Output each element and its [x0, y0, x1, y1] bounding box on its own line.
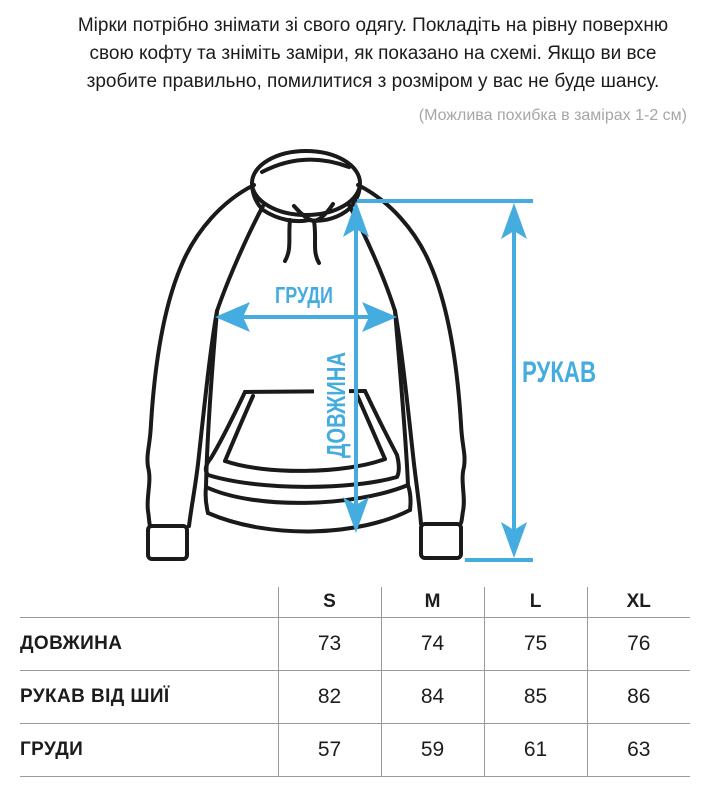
sleeve-measure-arrow: [357, 201, 596, 560]
right-sleeve-outline: [358, 185, 465, 523]
row-label: ДОВЖИНА: [20, 633, 123, 654]
hoodie-drawing: [147, 151, 464, 559]
left-sleeve-outline: [147, 185, 254, 526]
length-label: ДОВЖИНА: [321, 321, 351, 458]
size-column-header: L: [484, 587, 587, 618]
drawstrings: [285, 220, 319, 263]
chest-label: ГРУДИ: [275, 282, 333, 308]
table-cell: 59: [381, 724, 484, 777]
size-column-header: M: [381, 587, 484, 618]
table-cell: 86: [587, 671, 690, 724]
intro-text: [0, 0, 714, 96]
row-label: ГРУДИ: [20, 739, 84, 760]
table-cell: 76: [587, 618, 690, 671]
right-cuff: [421, 524, 461, 558]
intro-line: свою кофту та зніміть заміри, як показано на схемі. Якщо ви все: [89, 43, 657, 64]
size-table-corner-cell: [20, 587, 278, 618]
row-label: РУКАВ ВІД ШИЇ: [20, 686, 170, 707]
table-cell: 57: [278, 724, 381, 777]
size-table-header-row: [20, 587, 690, 618]
size-table: [20, 587, 690, 777]
table-cell: 75: [484, 618, 587, 671]
table-cell: 63: [587, 724, 690, 777]
table-cell: 73: [278, 618, 381, 671]
table-cell: 61: [484, 724, 587, 777]
table-row-chest: [20, 724, 690, 777]
table-cell: 74: [381, 618, 484, 671]
size-column-header: S: [278, 587, 381, 618]
left-raglan-seam: [217, 206, 263, 311]
size-column-header: XL: [587, 587, 690, 618]
table-row-length: [20, 618, 690, 671]
hood-collar: [252, 151, 360, 221]
hoodie-measurement-diagram: [0, 127, 714, 587]
table-cell: 82: [278, 671, 381, 724]
table-cell: 84: [381, 671, 484, 724]
intro-line: Мірки потрібно знімати зі свого одягу. Покладіть на рівну поверхню: [77, 15, 669, 36]
sleeve-label: РУКАВ: [522, 356, 596, 389]
chest-measure-arrow: [215, 282, 397, 332]
kangaroo-pocket: [206, 391, 399, 487]
left-cuff: [148, 526, 187, 559]
table-cell: 85: [484, 671, 587, 724]
table-row-sleeve: [20, 671, 690, 724]
waistband: [206, 485, 411, 531]
tolerance-note: (Можлива похибка в замірах 1-2 см): [418, 107, 687, 124]
intro-line: зробите правильно, помилитися з розміром у вас не буде шансу.: [86, 71, 660, 92]
